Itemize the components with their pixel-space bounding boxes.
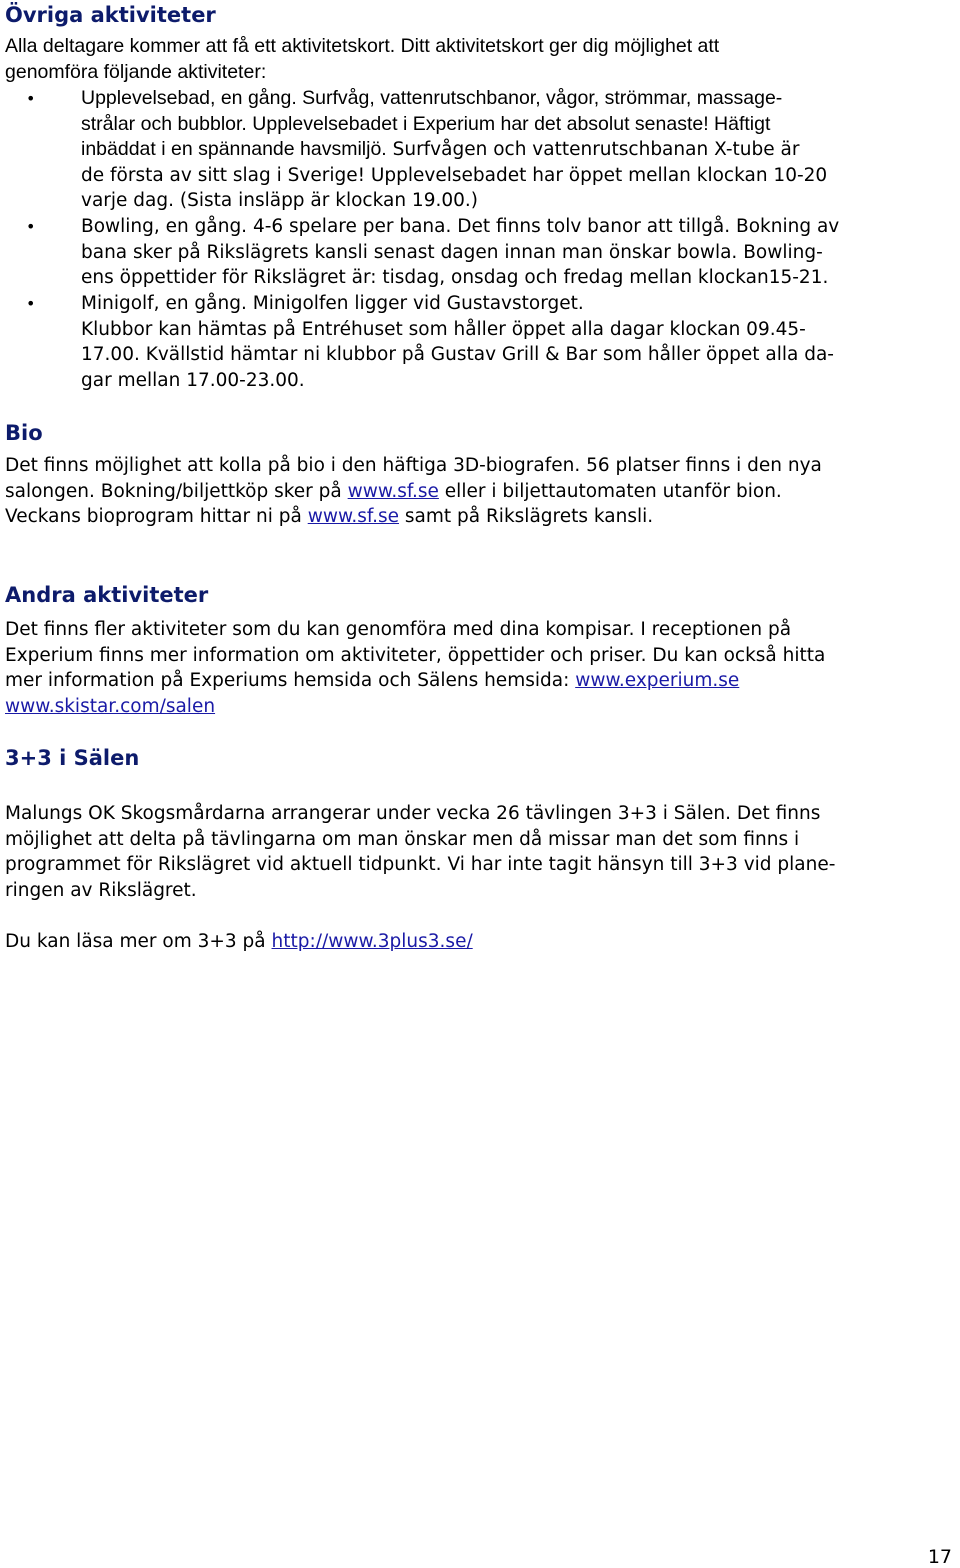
item-line: strålar och bubblor. Upplevelsebadet i Experium har det absolut senaste! Häftigt — [81, 112, 771, 135]
tre-line: programmet för Rikslägret vid aktuell tidpunkt. Vi har inte tagit hänsyn till 3+3 vid plane- — [5, 854, 836, 875]
item-line: gar mellan 17.00-23.00. — [81, 369, 305, 391]
item-line: de första av sitt slag i Sverige! Upplevelsebadet har öppet mellan klockan 10-20 — [81, 164, 828, 186]
item-line: Klubbor kan hämtas på Entréhuset som håller öppet alla dagar klockan 09.45- — [81, 318, 806, 340]
item-line-rest: Surfvågen och vattenrutschbanan X-tube är — [386, 139, 800, 160]
skistar-link[interactable]: www.skistar.com/salen — [5, 695, 216, 717]
tre-more-paragraph — [5, 929, 473, 955]
sf-link[interactable]: www.sf.se — [307, 506, 399, 527]
item-line: 17.00. Kvällstid hämtar ni klubbor på Gustav Grill & Bar som håller öppet alla da- — [81, 344, 834, 365]
3plus3-link[interactable]: http://www.3plus3.se/ — [271, 931, 473, 952]
list-item-upplevelsebad — [81, 86, 827, 214]
page-number: 17 — [927, 1546, 952, 1568]
bio-line-text: Veckans bioprogram hittar ni på — [5, 506, 308, 527]
ovriga-intro — [5, 34, 719, 85]
item-line: ens öppettider för Rikslägret är: tisdag, onsdag och fredag mellan klockan15-21. — [81, 267, 829, 288]
tre-line: möjlighet att delta på tävlingarna om man önskar men då missar man det som finns i — [5, 828, 800, 850]
section-heading-andra-aktiviteter: Andra aktiviteter — [5, 583, 209, 607]
item-line: varje dag. (Sista insläpp är klockan 19.00.) — [81, 190, 478, 211]
list-item-bowling — [81, 214, 839, 291]
item-line: Upplevelsebad, en gång. Surfvåg, vattenrutschbanor, vågor, strömmar, massage- — [81, 87, 783, 109]
intro-line: genomföra följande aktiviteter: — [5, 60, 267, 83]
andra-paragraph — [5, 617, 825, 719]
andra-line-text: mer information på Experiums hemsida och Sälens hemsida: — [5, 670, 576, 691]
bullet-icon: • — [26, 89, 36, 108]
item-line: bana sker på Rikslägrets kansli senast dagen innan man önskar bowla. Bowling- — [81, 241, 823, 263]
tre-line: Malungs OK Skogsmårdarna arrangerar under vecka 26 tävlingen 3+3 i Sälen. Det finns — [5, 803, 821, 824]
intro-line: Alla deltagare kommer att få ett aktivitetskort. Ditt aktivitetskort ger dig möjlighet att — [5, 35, 720, 57]
sf-link[interactable]: www.sf.se — [347, 480, 439, 502]
item-line: inbäddat i en spännande havsmiljö. — [81, 138, 387, 160]
list-item-minigolf — [81, 291, 834, 393]
bullet-icon: • — [26, 294, 36, 313]
section-heading-bio: Bio — [5, 421, 43, 445]
tre-paragraph — [5, 801, 835, 903]
section-heading-3plus3: 3+3 i Sälen — [5, 746, 140, 770]
bio-line-text: samt på Rikslägrets kansli. — [398, 506, 654, 527]
experium-link[interactable]: www.experium.se — [575, 670, 740, 691]
item-line: Minigolf, en gång. Minigolfen ligger vid Gustavstorget. — [81, 293, 584, 314]
item-line: Bowling, en gång. 4-6 spelare per bana. Det finns tolv banor att tillgå. Bokning av — [81, 216, 840, 237]
tre-line: ringen av Rikslägret. — [5, 879, 197, 901]
bio-line: Det finns möjlighet att kolla på bio i den häftiga 3D-biografen. 56 platser finns i den nya — [5, 455, 822, 476]
bio-paragraph — [5, 453, 822, 530]
bio-line-text: salongen. Bokning/biljettköp sker på — [5, 480, 348, 502]
andra-line: Det finns fler aktiviteter som du kan genomföra med dina kompisar. I receptionen på — [5, 619, 792, 640]
bullet-icon: • — [26, 217, 36, 236]
bio-line-text: eller i biljettautomaten utanför bion. — [438, 480, 782, 502]
tre-more-text: Du kan läsa mer om 3+3 på — [5, 931, 272, 952]
andra-line: Experium finns mer information om aktiviteter, öppettider och priser. Du kan också hitta — [5, 644, 826, 666]
section-heading-ovriga-aktiviteter: Övriga aktiviteter — [5, 3, 216, 27]
